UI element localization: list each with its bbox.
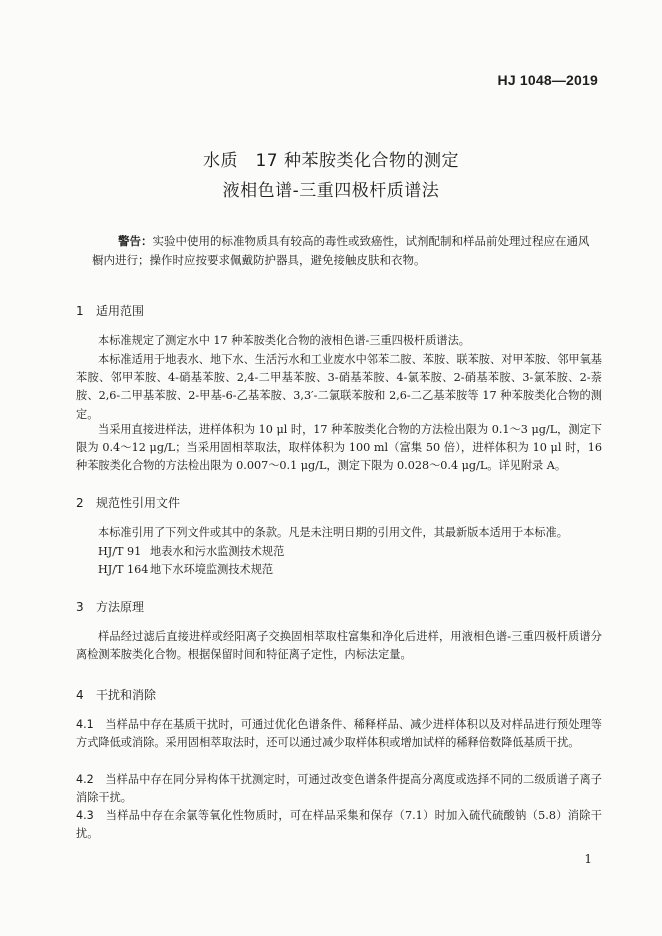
subsection-number: 4.1 bbox=[76, 718, 94, 731]
subsection-4-1 bbox=[76, 716, 602, 752]
reference-name: 地表水和污水监测技术规范 bbox=[150, 545, 285, 558]
reference-item bbox=[98, 561, 273, 579]
section-title: 方法原理 bbox=[96, 600, 145, 614]
subsection-4-3 bbox=[76, 807, 602, 843]
warning-text: 实验中使用的标准物质具有较高的毒性或致癌性，试剂配制和样品前处理过程应在通风橱内进行；操作时应按要求佩戴防护器具，避免接触皮肤和衣物。 bbox=[92, 234, 590, 267]
warning-notice bbox=[92, 232, 596, 270]
page-number: 1 bbox=[584, 852, 592, 866]
subsection-number: 4.3 bbox=[76, 809, 94, 822]
section-1-paragraph-1: 本标准规定了测定水中 17 种苯胺类化合物的液相色谱-三重四极杆质谱法。 bbox=[98, 334, 470, 347]
reference-code: HJ/T 91 bbox=[98, 545, 142, 558]
reference-item bbox=[98, 543, 284, 561]
standard-code: HJ 1048—2019 bbox=[497, 72, 598, 88]
subsection-4-2 bbox=[76, 771, 602, 807]
reference-code: HJ/T 164 bbox=[98, 563, 149, 576]
document-title-line2: 液相色谱-三重四极杆质谱法 bbox=[222, 181, 440, 201]
subsection-text: 当样品中存在基质干扰时，可通过优化色谱条件、稀释样品、减少进样体积以及对样品进行预处理等方式降低或消除。采用固相萃取法时，还可以通过减少取样体积或增加试样的稀释倍数降低基质干扰。 bbox=[76, 718, 602, 750]
subsection-text: 当样品中存在同分异构体干扰测定时，可通过改变色谱条件提高分离度或选择不同的二级质谱子离子消除干扰。 bbox=[76, 773, 602, 805]
section-1-paragraph-3: 当采用直接进样法，进样体积为 10 μl 时，17 种苯胺类化合物的方法检出限为 0.1～3 μg/L，测定下限为 0.4～12 μg/L；当采用固相萃取法，取样体积为 100 ml（富集 50 倍），进样体积为 10 μl 时，16 种苯胺类化合物的方法检出限为 0.007～0.1 μg/L，测定下限为 0.028～0.4 μg/L。详见附录 A。 bbox=[76, 423, 602, 473]
document-title-line1: 水质 17 种苯胺类化合物的测定 bbox=[202, 151, 460, 171]
section-title: 规范性引用文件 bbox=[96, 496, 181, 510]
section-1-paragraph-2: 本标准适用于地表水、地下水、生活污水和工业废水中邻苯二胺、苯胺、联苯胺、对甲苯胺、邻甲氧基苯胺、邻甲苯胺、4-硝基苯胺、2,4-二甲基苯胺、3-硝基苯胺、4-氯苯胺、2-硝基苯胺、3-氯苯胺、2-萘胺、2,6-二甲基苯胺、2-甲基-6-乙基苯胺、3,3′-二氯联苯胺和 2,6-二乙基苯胺等 17 种苯胺类化合物的测定。 bbox=[76, 353, 602, 421]
subsection-number: 4.2 bbox=[76, 773, 94, 786]
reference-name: 地下水环境监测技术规范 bbox=[150, 563, 274, 576]
section-3-heading bbox=[76, 598, 144, 615]
section-1-heading bbox=[76, 302, 144, 319]
subsection-text: 当样品中存在余氯等氧化性物质时，可在样品采集和保存（7.1）时加入硫代硫酸钠（5.8）消除干扰。 bbox=[76, 809, 602, 841]
section-number: 3 bbox=[76, 600, 84, 614]
section-number: 2 bbox=[76, 496, 84, 510]
section-2-heading bbox=[76, 494, 180, 511]
section-title: 干扰和消除 bbox=[96, 688, 157, 702]
section-title: 适用范围 bbox=[96, 304, 145, 318]
warning-label: 警告： bbox=[118, 234, 153, 248]
section-number: 4 bbox=[76, 688, 84, 702]
section-3-paragraph-1: 样品经过滤后直接进样或经阳离子交换固相萃取柱富集和净化后进样，用液相色谱-三重四极杆质谱分离检测苯胺类化合物。根据保留时间和特征离子定性，内标法定量。 bbox=[76, 630, 602, 662]
section-4-heading bbox=[76, 686, 156, 703]
section-2-paragraph-1: 本标准引用了下列文件或其中的条款。凡是未注明日期的引用文件，其最新版本适用于本标准。 bbox=[98, 526, 568, 539]
section-number: 1 bbox=[76, 304, 84, 318]
